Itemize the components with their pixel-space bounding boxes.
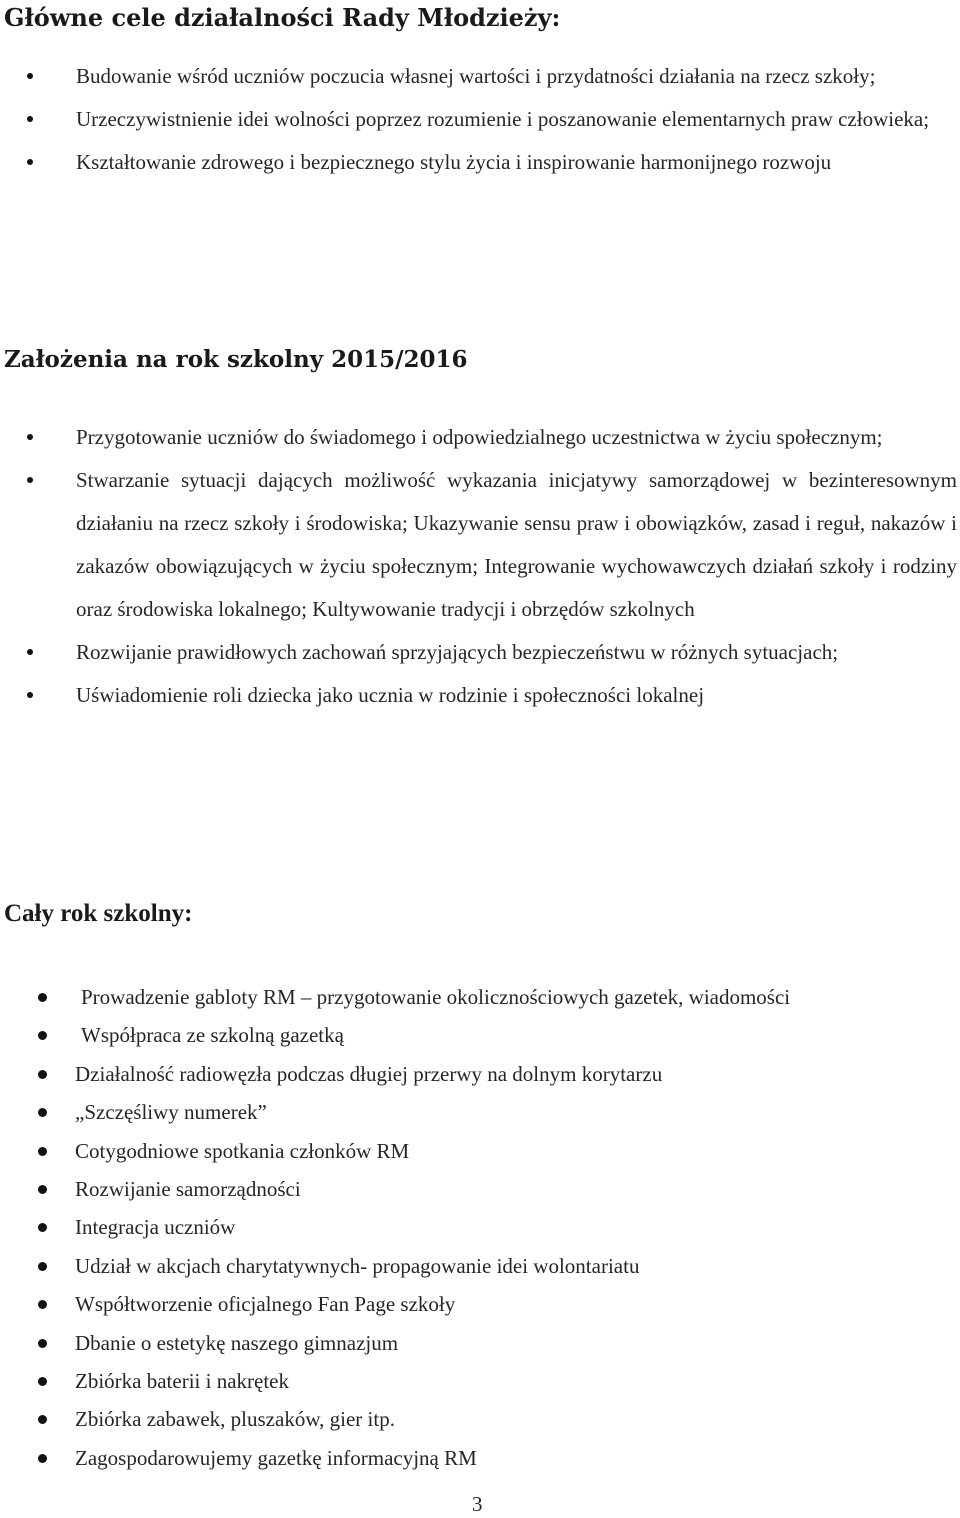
list-item: Stwarzanie sytuacji dających możliwość wykazania inicjatywy samorządowej w bezinteresownym działaniu na rzecz szkoły i środowiska; Ukazywanie sensu praw i obowiązków, zasad i reguł, nakazów i zakazów obowiązujących w życiu społecznym; Integrowanie wychowawczych działań szkoły i rodziny oraz środowiska lokalnego; Kultywowanie tradycji i obrzędów szkolnych (0, 459, 960, 631)
bullet-icon (38, 1223, 47, 1232)
bullet-icon (38, 1031, 47, 1040)
goals-list (0, 55, 960, 184)
page-number: 3 (472, 1492, 483, 1516)
bullet-icon (27, 116, 33, 122)
bullet-icon (27, 159, 33, 165)
bullet-icon (38, 1070, 47, 1079)
bullet-icon (38, 993, 47, 1002)
bullet-icon (27, 73, 33, 79)
bullet-icon (38, 1454, 47, 1463)
bullet-icon (38, 1377, 47, 1386)
bullet-icon (38, 1262, 47, 1271)
list-item: Przygotowanie uczniów do świadomego i odpowiedzialnego uczestnictwa w życiu społecznym; (0, 416, 960, 459)
bullet-icon (27, 649, 33, 655)
list-item: Budowanie wśród uczniów poczucia własnej wartości i przydatności działania na rzecz szkoły; (0, 55, 960, 98)
list-item: Dbanie o estetykę naszego gimnazjum (0, 1324, 960, 1362)
section-title-school-year: Cały rok szkolny: (4, 900, 193, 927)
list-item: Urzeczywistnienie idei wolności poprzez rozumienie i poszanowanie elementarnych praw człowieka; (0, 98, 960, 141)
list-item: Udział w akcjach charytatywnych- propagowanie idei wolontariatu (0, 1247, 960, 1285)
bullet-icon (27, 692, 33, 698)
list-item: Uświadomienie roli dziecka jako ucznia w rodzinie i społeczności lokalnej (0, 674, 960, 717)
list-item: Kształtowanie zdrowego i bezpiecznego stylu życia i inspirowanie harmonijnego rozwoju (0, 141, 960, 184)
list-item: Cotygodniowe spotkania członków RM (0, 1132, 960, 1170)
bullet-icon (38, 1415, 47, 1424)
bullet-icon (38, 1185, 47, 1194)
list-item: Rozwijanie samorządności (0, 1170, 960, 1208)
bullet-icon (27, 434, 33, 440)
list-item: Działalność radiowęzła podczas długiej przerwy na dolnym korytarzu (0, 1055, 960, 1093)
list-item: Prowadzenie gabloty RM – przygotowanie okolicznościowych gazetek, wiadomości (0, 978, 960, 1016)
list-item: Integracja uczniów (0, 1208, 960, 1246)
assumptions-list (0, 416, 960, 717)
bullet-icon (38, 1300, 47, 1309)
section-title-assumptions: Założenia na rok szkolny 2015/2016 (4, 346, 468, 373)
bullet-icon (38, 1108, 47, 1117)
list-item: Zbiórka zabawek, pluszaków, gier itp. (0, 1400, 960, 1438)
list-item: Zbiórka baterii i nakrętek (0, 1362, 960, 1400)
section-title-goals: Główne cele działalności Rady Młodzieży: (4, 3, 561, 32)
list-item: „Szczęśliwy numerek” (0, 1093, 960, 1131)
list-item: Współpraca ze szkolną gazetką (0, 1016, 960, 1054)
bullet-icon (38, 1147, 47, 1156)
bullet-icon (27, 477, 33, 483)
list-item: Rozwijanie prawidłowych zachowań sprzyjających bezpieczeństwu w różnych sytuacjach; (0, 631, 960, 674)
list-item: Współtworzenie oficjalnego Fan Page szkoły (0, 1285, 960, 1323)
school-year-list (0, 978, 960, 1477)
bullet-icon (38, 1339, 47, 1348)
list-item: Zagospodarowujemy gazetkę informacyjną RM (0, 1439, 960, 1477)
